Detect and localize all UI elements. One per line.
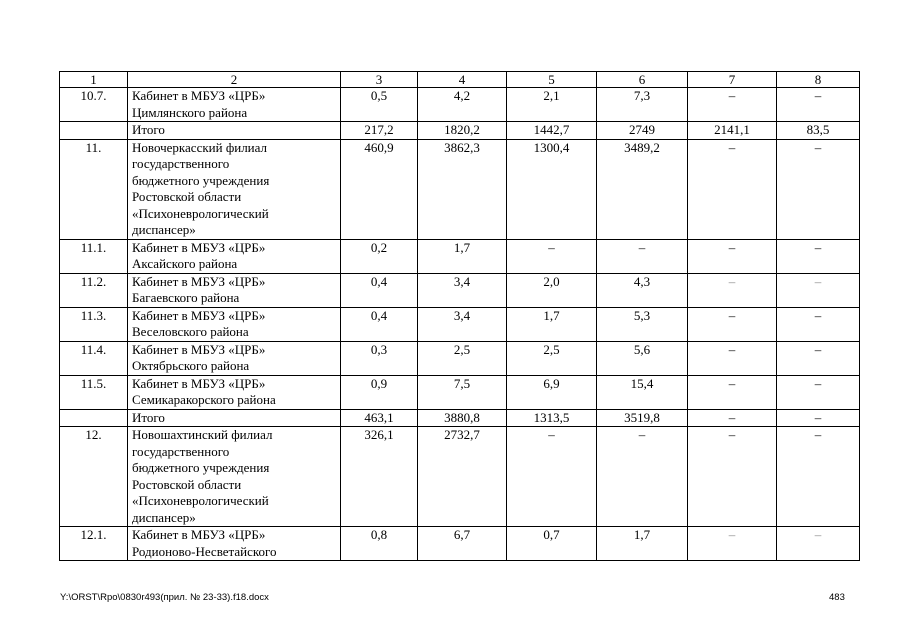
value-cell: 0,7 bbox=[507, 527, 597, 561]
row-name-line: диспансер» bbox=[132, 509, 196, 525]
row-number: 10.7. bbox=[60, 88, 128, 122]
row-name-line: Кабинет в МБУЗ «ЦРБ» bbox=[132, 307, 266, 323]
value-cell: – bbox=[777, 527, 860, 561]
row-name bbox=[128, 527, 341, 561]
table-row bbox=[60, 307, 860, 341]
value-cell: – bbox=[777, 427, 860, 527]
value-cell: 5,3 bbox=[597, 307, 688, 341]
footer-file-path: Y:\ORST\Rpo\0830r493(прил. № 23-33).f18.docx bbox=[60, 592, 269, 603]
row-name-line: государственного bbox=[132, 156, 230, 171]
row-name-line: Кабинет в МБУЗ «ЦРБ» bbox=[132, 239, 266, 255]
value-cell: 1,7 bbox=[418, 239, 507, 273]
value-cell: 1,7 bbox=[597, 527, 688, 561]
header-cell: 4 bbox=[418, 72, 507, 88]
row-number: 11. bbox=[60, 139, 128, 239]
row-name-line: Ростовской области bbox=[132, 476, 242, 492]
row-name-line: Новочеркасский филиал bbox=[132, 139, 268, 155]
row-name-line: государственного bbox=[132, 443, 230, 459]
value-cell: 3862,3 bbox=[418, 139, 507, 239]
row-name-line: бюджетного учреждения bbox=[132, 172, 270, 188]
value-cell: 0,3 bbox=[341, 341, 418, 375]
value-cell: – bbox=[688, 527, 777, 561]
table-row bbox=[60, 409, 860, 427]
value-cell: 3489,2 bbox=[597, 139, 688, 239]
value-cell: 0,2 bbox=[341, 239, 418, 273]
value-cell: – bbox=[688, 341, 777, 375]
value-cell: – bbox=[688, 88, 777, 122]
value-cell: 83,5 bbox=[777, 122, 860, 140]
table-row bbox=[60, 239, 860, 273]
value-cell: 4,2 bbox=[418, 88, 507, 122]
value-cell: 3,4 bbox=[418, 273, 507, 307]
value-cell: – bbox=[688, 273, 777, 307]
value-cell: 3880,8 bbox=[418, 409, 507, 427]
value-cell: – bbox=[688, 375, 777, 409]
row-name-line: Кабинет в МБУЗ «ЦРБ» bbox=[132, 375, 266, 391]
value-cell: 7,3 bbox=[597, 88, 688, 122]
value-cell: 2,1 bbox=[507, 88, 597, 122]
row-number: 11.3. bbox=[60, 307, 128, 341]
table-row bbox=[60, 427, 860, 527]
header-cell: 3 bbox=[341, 72, 418, 88]
value-cell: 2749 bbox=[597, 122, 688, 140]
row-name bbox=[128, 122, 341, 140]
value-cell: 7,5 bbox=[418, 375, 507, 409]
value-cell: – bbox=[688, 427, 777, 527]
row-number: 11.4. bbox=[60, 341, 128, 375]
value-cell: 0,4 bbox=[341, 307, 418, 341]
value-cell: 3519,8 bbox=[597, 409, 688, 427]
row-name-line: Родионово-Несветайского bbox=[132, 543, 277, 559]
row-name-line: «Психоневрологический bbox=[132, 493, 269, 508]
header-cell: 5 bbox=[507, 72, 597, 88]
value-cell: 0,8 bbox=[341, 527, 418, 561]
value-cell: – bbox=[777, 139, 860, 239]
value-cell: 2141,1 bbox=[688, 122, 777, 140]
row-number: 12. bbox=[60, 427, 128, 527]
row-name bbox=[128, 239, 341, 273]
value-cell: – bbox=[777, 273, 860, 307]
row-name-line: Кабинет в МБУЗ «ЦРБ» bbox=[132, 527, 266, 542]
value-cell: 1442,7 bbox=[507, 122, 597, 140]
row-name-line: Ростовской области bbox=[132, 189, 242, 204]
value-cell: – bbox=[777, 409, 860, 427]
row-name bbox=[128, 427, 341, 527]
row-name bbox=[128, 88, 341, 122]
table-row bbox=[60, 88, 860, 122]
row-name-line: бюджетного учреждения bbox=[132, 460, 270, 475]
value-cell: – bbox=[777, 375, 860, 409]
row-name-line: Багаевского района bbox=[132, 290, 240, 305]
value-cell: – bbox=[688, 139, 777, 239]
value-cell: 326,1 bbox=[341, 427, 418, 527]
row-number bbox=[60, 409, 128, 427]
row-number: 11.5. bbox=[60, 375, 128, 409]
value-cell: 2,5 bbox=[418, 341, 507, 375]
value-cell: – bbox=[777, 88, 860, 122]
value-cell: 2,0 bbox=[507, 273, 597, 307]
value-cell: – bbox=[597, 239, 688, 273]
data-table bbox=[59, 71, 860, 561]
row-name-line: Кабинет в МБУЗ «ЦРБ» bbox=[132, 273, 266, 289]
row-name-line: Цимлянского района bbox=[132, 104, 248, 120]
value-cell: 4,3 bbox=[597, 273, 688, 307]
value-cell: – bbox=[688, 239, 777, 273]
table-row bbox=[60, 527, 860, 561]
value-cell: – bbox=[597, 427, 688, 527]
row-name bbox=[128, 139, 341, 239]
row-number: 12.1. bbox=[60, 527, 128, 561]
row-name-line: Октябрьского района bbox=[132, 358, 250, 373]
value-cell: 1820,2 bbox=[418, 122, 507, 140]
value-cell: 3,4 bbox=[418, 307, 507, 341]
row-name bbox=[128, 273, 341, 307]
value-cell: – bbox=[688, 307, 777, 341]
header-row bbox=[60, 72, 860, 88]
row-name-line: Кабинет в МБУЗ «ЦРБ» bbox=[132, 88, 266, 103]
row-number: 11.1. bbox=[60, 239, 128, 273]
row-name-line: «Психоневрологический bbox=[132, 205, 269, 221]
value-cell: 1300,4 bbox=[507, 139, 597, 239]
row-name-line: Веселовского района bbox=[132, 324, 249, 339]
value-cell: – bbox=[777, 341, 860, 375]
value-cell: 1313,5 bbox=[507, 409, 597, 427]
value-cell: 1,7 bbox=[507, 307, 597, 341]
header-cell: 1 bbox=[60, 72, 128, 88]
value-cell: – bbox=[507, 427, 597, 527]
row-name-line: Итого bbox=[132, 409, 165, 425]
table-row bbox=[60, 375, 860, 409]
header-cell: 6 bbox=[597, 72, 688, 88]
value-cell: 6,9 bbox=[507, 375, 597, 409]
row-name-line: Аксайского района bbox=[132, 256, 238, 271]
table-row bbox=[60, 273, 860, 307]
row-name-line: Итого bbox=[132, 122, 165, 137]
row-name-line: Семикаракорского района bbox=[132, 392, 276, 407]
row-name bbox=[128, 341, 341, 375]
value-cell: 463,1 bbox=[341, 409, 418, 427]
header-cell: 7 bbox=[688, 72, 777, 88]
header-cell: 8 bbox=[777, 72, 860, 88]
row-name bbox=[128, 409, 341, 427]
value-cell: 2732,7 bbox=[418, 427, 507, 527]
value-cell: – bbox=[777, 239, 860, 273]
row-name-line: Кабинет в МБУЗ «ЦРБ» bbox=[132, 341, 266, 357]
value-cell: 5,6 bbox=[597, 341, 688, 375]
row-name bbox=[128, 307, 341, 341]
value-cell: 6,7 bbox=[418, 527, 507, 561]
value-cell: – bbox=[777, 307, 860, 341]
row-number bbox=[60, 122, 128, 140]
row-name-line: Новошахтинский филиал bbox=[132, 427, 273, 442]
value-cell: 0,4 bbox=[341, 273, 418, 307]
value-cell: 217,2 bbox=[341, 122, 418, 140]
table-row bbox=[60, 122, 860, 140]
row-name bbox=[128, 375, 341, 409]
value-cell: 15,4 bbox=[597, 375, 688, 409]
value-cell: 0,5 bbox=[341, 88, 418, 122]
value-cell: – bbox=[688, 409, 777, 427]
table-row bbox=[60, 139, 860, 239]
value-cell: 460,9 bbox=[341, 139, 418, 239]
value-cell: 0,9 bbox=[341, 375, 418, 409]
row-number: 11.2. bbox=[60, 273, 128, 307]
value-cell: 2,5 bbox=[507, 341, 597, 375]
table-row bbox=[60, 341, 860, 375]
row-name-line: диспансер» bbox=[132, 222, 196, 237]
value-cell: – bbox=[507, 239, 597, 273]
header-cell: 2 bbox=[128, 72, 341, 88]
footer-page-number: 483 bbox=[829, 592, 845, 603]
